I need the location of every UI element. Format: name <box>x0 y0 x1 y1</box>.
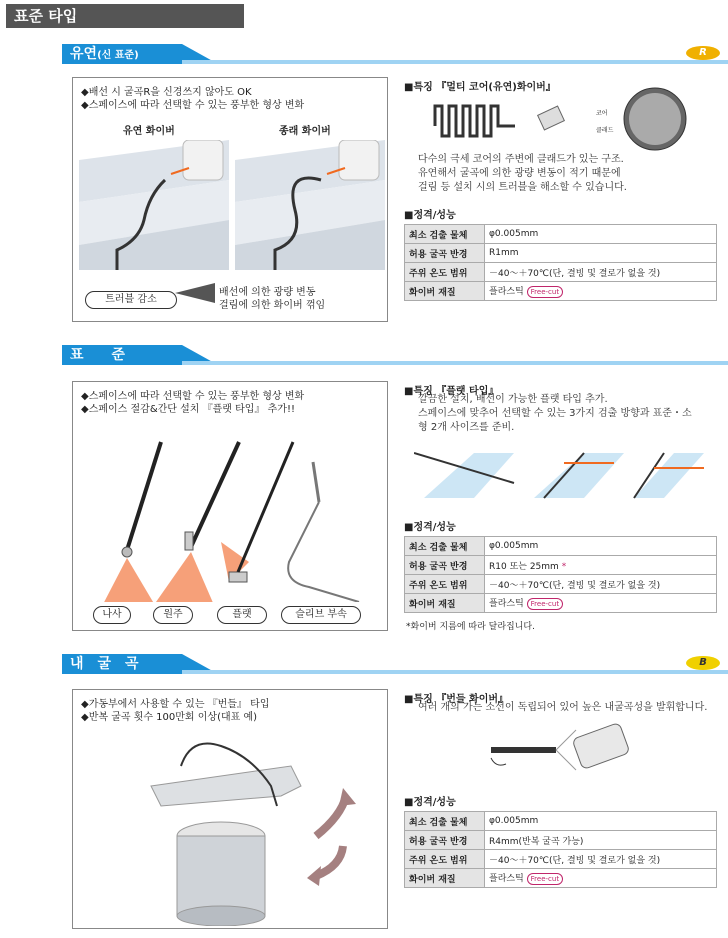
feature-description <box>418 153 627 195</box>
spec-key: 화이버 재질 <box>405 282 485 301</box>
flat-type-illustration <box>414 443 714 503</box>
note-line: ◆배선 시 굴곡R을 신경쓰지 않아도 OK <box>81 87 252 98</box>
spec-table <box>404 224 717 301</box>
spec-key: 주위 온도 범위 <box>405 575 485 594</box>
note-line: ◆반복 굴곡 횟수 100만회 이상(대표 예) <box>81 712 258 723</box>
standard-fiber-shapes-illustration <box>79 422 379 602</box>
spec-value: φ0.005mm <box>485 225 717 244</box>
spec-key: 주위 온도 범위 <box>405 850 485 869</box>
spec-key: 최소 검출 물체 <box>405 537 485 556</box>
flexible-illustration-box <box>72 77 388 322</box>
pill-cylinder: 원주 <box>153 606 193 624</box>
rank-mark-b: B <box>686 656 720 670</box>
desc-line: 유연해서 굴곡에 의한 광량 변동이 적기 때문에 <box>418 168 621 179</box>
arrow-icon <box>175 283 215 303</box>
feature-notes <box>81 86 304 112</box>
table-row <box>405 556 717 575</box>
table-row <box>405 594 717 613</box>
caption-conventional-fiber: 종래 화이버 <box>279 126 331 137</box>
free-cut-badge: Free-cut <box>527 598 563 610</box>
desc-line: 깔끔한 설치, 배선이 가능한 플랫 타입 추가. <box>418 394 608 405</box>
caption-flexible-fiber: 유연 화이버 <box>123 126 175 137</box>
spec-value: －40～＋70℃(단, 결빙 및 결로가 없을 것) <box>485 850 717 869</box>
bend-resistant-illustration-box <box>72 689 388 929</box>
desc-line: 다수의 극세 코어의 주변에 클래드가 있는 구조. <box>418 154 624 165</box>
table-row <box>405 537 717 556</box>
free-cut-badge: Free-cut <box>527 286 563 298</box>
pill-note-line: 걸림에 의한 화이버 꺾임 <box>219 300 326 311</box>
pill-screw: 나사 <box>93 606 131 624</box>
pill-sleeve: 슬리브 부속 <box>281 606 361 624</box>
spec-value-text: R10 또는 25mm <box>489 561 559 572</box>
spec-title: ■정격/성능 <box>404 797 456 808</box>
spec-key: 화이버 재질 <box>405 594 485 613</box>
spec-table <box>404 536 717 613</box>
band-label: 내 굴 곡 <box>62 654 182 674</box>
note-line: ◆스페이스에 따라 선택할 수 있는 풍부한 형상 변화 <box>81 391 305 402</box>
note-line: ◆스페이스에 따라 선택할 수 있는 풍부한 형상 변화 <box>81 100 305 111</box>
spec-key: 화이버 재질 <box>405 869 485 888</box>
spec-value <box>485 556 717 575</box>
desc-line: 스페이스에 맞추어 선택할 수 있는 3가지 검출 방향과 표준・소 <box>418 408 692 419</box>
label-clad: 클래드 <box>596 127 614 134</box>
bundle-fiber-illustration <box>81 726 381 926</box>
spec-key: 허용 굴곡 반경 <box>405 556 485 575</box>
spec-table <box>404 811 717 888</box>
band-rule <box>182 361 728 365</box>
pill-flat: 플랫 <box>217 606 267 624</box>
table-row <box>405 869 717 888</box>
feature-notes <box>81 698 269 724</box>
table-row <box>405 812 717 831</box>
asterisk-mark: * <box>561 561 567 572</box>
table-row <box>405 225 717 244</box>
bundle-structure-illustration <box>486 720 636 775</box>
trouble-reduction-pill: 트러블 감소 <box>85 291 177 309</box>
spec-value <box>485 282 717 301</box>
band-label: 유연(신 표준) <box>62 44 182 64</box>
rank-mark-r: R <box>686 46 720 60</box>
desc-line: 여러 개의 가는 소선이 독립되어 있어 높은 내굴곡성을 발휘합니다. <box>418 702 708 713</box>
spec-key: 허용 굴곡 반경 <box>405 244 485 263</box>
spec-value-text: 플라스틱 <box>489 599 524 610</box>
desc-line: 형 2개 사이즈를 준비. <box>418 422 515 433</box>
note-line: ◆가동부에서 사용할 수 있는 『번들』 타입 <box>81 699 270 710</box>
conventional-fiber-illustration <box>235 140 385 270</box>
feature-title: ■특징 『멀티 코어(유연)화이버』 <box>404 82 556 93</box>
table-row <box>405 850 717 869</box>
section-band-standard <box>62 345 728 367</box>
table-row <box>405 831 717 850</box>
flexible-fiber-illustration <box>79 140 229 270</box>
fiber-cross-section <box>622 86 688 152</box>
band-label: 표 준 <box>62 345 182 365</box>
pill-notes <box>219 286 325 312</box>
pill-note-line: 배선에 의한 광량 변동 <box>219 287 316 298</box>
feature-title: ■특징 『플랫 타입』 <box>404 386 499 397</box>
spec-title: ■정격/성능 <box>404 522 456 533</box>
page-title: 표준 타입 <box>6 4 244 28</box>
spec-value <box>485 594 717 613</box>
spec-value: φ0.005mm <box>485 537 717 556</box>
spec-key: 주위 온도 범위 <box>405 263 485 282</box>
label-core: 코어 <box>596 110 608 117</box>
spec-value: R4mm(반복 굴곡 가능) <box>485 831 717 850</box>
table-row <box>405 244 717 263</box>
spec-value: φ0.005mm <box>485 812 717 831</box>
feature-title: ■특징 『번들 화이버』 <box>404 694 509 705</box>
table-row <box>405 575 717 594</box>
feature-description <box>418 701 707 715</box>
spec-value: －40～＋70℃(단, 결빙 및 결로가 없을 것) <box>485 575 717 594</box>
band-rule <box>182 60 728 64</box>
band-rule <box>182 670 728 674</box>
spec-value: －40～＋70℃(단, 결빙 및 결로가 없을 것) <box>485 263 717 282</box>
table-row <box>405 263 717 282</box>
standard-illustration-box <box>72 381 388 631</box>
feature-notes <box>81 390 304 416</box>
spec-value-text: 플라스틱 <box>489 287 524 298</box>
note-line: ◆스페이스 절감&간단 설치 『플랫 타입』 추가!! <box>81 404 295 415</box>
spec-value-text: 플라스틱 <box>489 874 524 885</box>
spec-value: R1mm <box>485 244 717 263</box>
spec-value <box>485 869 717 888</box>
spec-key: 최소 검출 물체 <box>405 812 485 831</box>
multicore-fiber-illustration <box>430 96 570 151</box>
section-band-bend-resistant <box>62 654 728 676</box>
feature-description <box>418 393 692 435</box>
spec-key: 허용 굴곡 반경 <box>405 831 485 850</box>
spec-title: ■정격/성능 <box>404 210 456 221</box>
table-row <box>405 282 717 301</box>
free-cut-badge: Free-cut <box>527 873 563 885</box>
spec-key: 최소 검출 물체 <box>405 225 485 244</box>
section-band-flexible <box>62 44 728 66</box>
footnote: *화이버 지름에 따라 달라집니다. <box>406 622 535 632</box>
desc-line: 걸림 등 설치 시의 트러블을 해소할 수 있습니다. <box>418 182 627 193</box>
